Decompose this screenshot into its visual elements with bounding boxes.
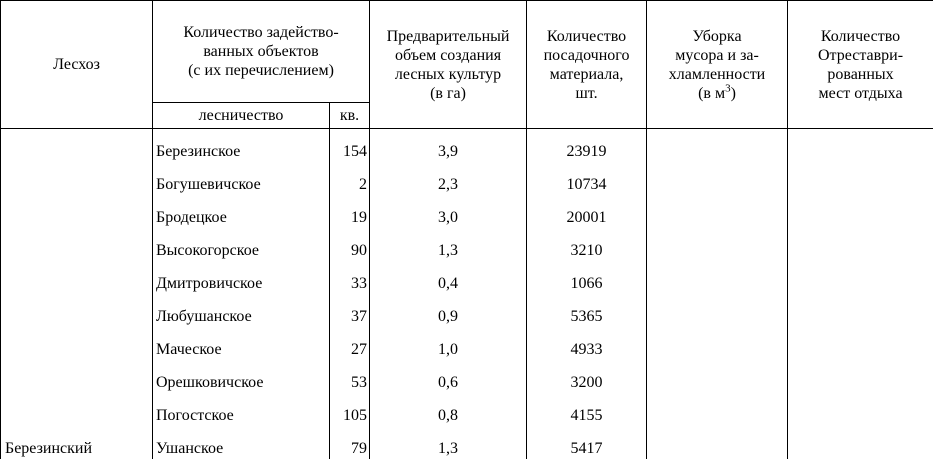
- cleanup-header-line2: мусора и за-: [647, 46, 787, 65]
- area-cell: 2,3: [370, 162, 527, 195]
- rest-header-line4: мест отдыха: [788, 84, 933, 103]
- objects-header: [153, 1, 370, 103]
- objects-header-line2: ванных объектов: [153, 42, 369, 61]
- table-row: [1, 129, 933, 163]
- rest-header: [788, 1, 933, 129]
- material-cell: 3210: [527, 228, 647, 261]
- forestry-name-cell: Погостское: [153, 393, 330, 426]
- forestry-subheader-label: лесничество: [199, 107, 284, 124]
- area-header-line1: Предварительный: [370, 27, 526, 46]
- cleanup-cell: [647, 426, 788, 459]
- kv-subheader: [330, 103, 370, 129]
- material-header-line3: материала,: [527, 65, 646, 84]
- material-cell: 4933: [527, 327, 647, 360]
- material-cell: 1066: [527, 261, 647, 294]
- leshoz-header: [1, 1, 153, 129]
- cleanup-header-line1: Уборка: [647, 27, 787, 46]
- area-cell: 3,0: [370, 195, 527, 228]
- forestry-name-cell: Богушевичское: [153, 162, 330, 195]
- kv-cell: 79: [330, 426, 370, 459]
- material-cell: 10734: [527, 162, 647, 195]
- rest-cell: [788, 426, 933, 459]
- cleanup-cell: [647, 195, 788, 228]
- rest-cell: [788, 228, 933, 261]
- data-section: [1, 129, 933, 459]
- area-cell: 1,0: [370, 327, 527, 360]
- objects-header-line1: Количество задейство-: [153, 23, 369, 42]
- material-header-line1: Количество: [527, 27, 646, 46]
- cleanup-cell: [647, 129, 788, 163]
- kv-cell: 154: [330, 129, 370, 163]
- material-cell: 5365: [527, 294, 647, 327]
- area-cell: 0,6: [370, 360, 527, 393]
- material-cell: 23919: [527, 129, 647, 163]
- area-cell: 0,9: [370, 294, 527, 327]
- kv-cell: 37: [330, 294, 370, 327]
- forestry-name-cell: Высокогорское: [153, 228, 330, 261]
- rest-cell: [788, 195, 933, 228]
- kv-cell: 53: [330, 360, 370, 393]
- kv-cell: 2: [330, 162, 370, 195]
- cleanup-cell: [647, 393, 788, 426]
- material-cell: 4155: [527, 393, 647, 426]
- rest-cell: [788, 393, 933, 426]
- rest-cell: [788, 294, 933, 327]
- area-cell: 1,3: [370, 426, 527, 459]
- rest-cell: [788, 129, 933, 163]
- header-section: [1, 1, 933, 129]
- rest-cell: [788, 327, 933, 360]
- rest-header-line3: рованных: [788, 65, 933, 84]
- cleanup-header-line3: хламленности: [647, 65, 787, 84]
- leshoz-name-cell: Березинский: [1, 129, 153, 459]
- cleanup-unit-superscript: 3: [725, 82, 731, 94]
- kv-cell: 27: [330, 327, 370, 360]
- forestry-name-cell: Бродецкое: [153, 195, 330, 228]
- material-cell: 3200: [527, 360, 647, 393]
- kv-cell: 33: [330, 261, 370, 294]
- leshoz-header-label: Лесхоз: [53, 56, 100, 73]
- rest-header-line2: Отреставри-: [788, 46, 933, 65]
- material-cell: 5417: [527, 426, 647, 459]
- area-cell: 1,3: [370, 228, 527, 261]
- cleanup-header-line4: [647, 84, 787, 103]
- cleanup-unit-suffix: ): [731, 85, 736, 102]
- forestry-name-cell: Орешковичское: [153, 360, 330, 393]
- cleanup-cell: [647, 294, 788, 327]
- area-cell: 0,4: [370, 261, 527, 294]
- kv-subheader-label: кв.: [340, 107, 359, 124]
- cleanup-cell: [647, 228, 788, 261]
- forestry-subheader: [153, 103, 330, 129]
- cleanup-unit-prefix: (в м: [698, 85, 725, 102]
- area-header: [370, 1, 527, 129]
- cleanup-cell: [647, 162, 788, 195]
- area-header-line4: (в га): [370, 84, 526, 103]
- rest-cell: [788, 261, 933, 294]
- cleanup-header: [647, 1, 788, 129]
- rest-cell: [788, 162, 933, 195]
- forestry-name-cell: Березинское: [153, 129, 330, 163]
- material-cell: 20001: [527, 195, 647, 228]
- area-header-line2: объем создания: [370, 46, 526, 65]
- forestry-name-cell: Маческое: [153, 327, 330, 360]
- cleanup-cell: [647, 261, 788, 294]
- kv-cell: 90: [330, 228, 370, 261]
- kv-cell: 105: [330, 393, 370, 426]
- forestry-name-cell: Дмитровичское: [153, 261, 330, 294]
- material-header-line2: посадочного: [527, 46, 646, 65]
- forestry-name-cell: Ушанское: [153, 426, 330, 459]
- rest-cell: [788, 360, 933, 393]
- area-cell: 0,8: [370, 393, 527, 426]
- area-cell: 3,9: [370, 129, 527, 163]
- kv-cell: 19: [330, 195, 370, 228]
- cleanup-cell: [647, 360, 788, 393]
- forestry-name-cell: Любушанское: [153, 294, 330, 327]
- rest-header-line1: Количество: [788, 27, 933, 46]
- area-header-line3: лесных культур: [370, 65, 526, 84]
- material-header: [527, 1, 647, 129]
- objects-header-line3: (с их перечислением): [153, 61, 369, 80]
- cleanup-cell: [647, 327, 788, 360]
- material-header-line4: шт.: [527, 84, 646, 103]
